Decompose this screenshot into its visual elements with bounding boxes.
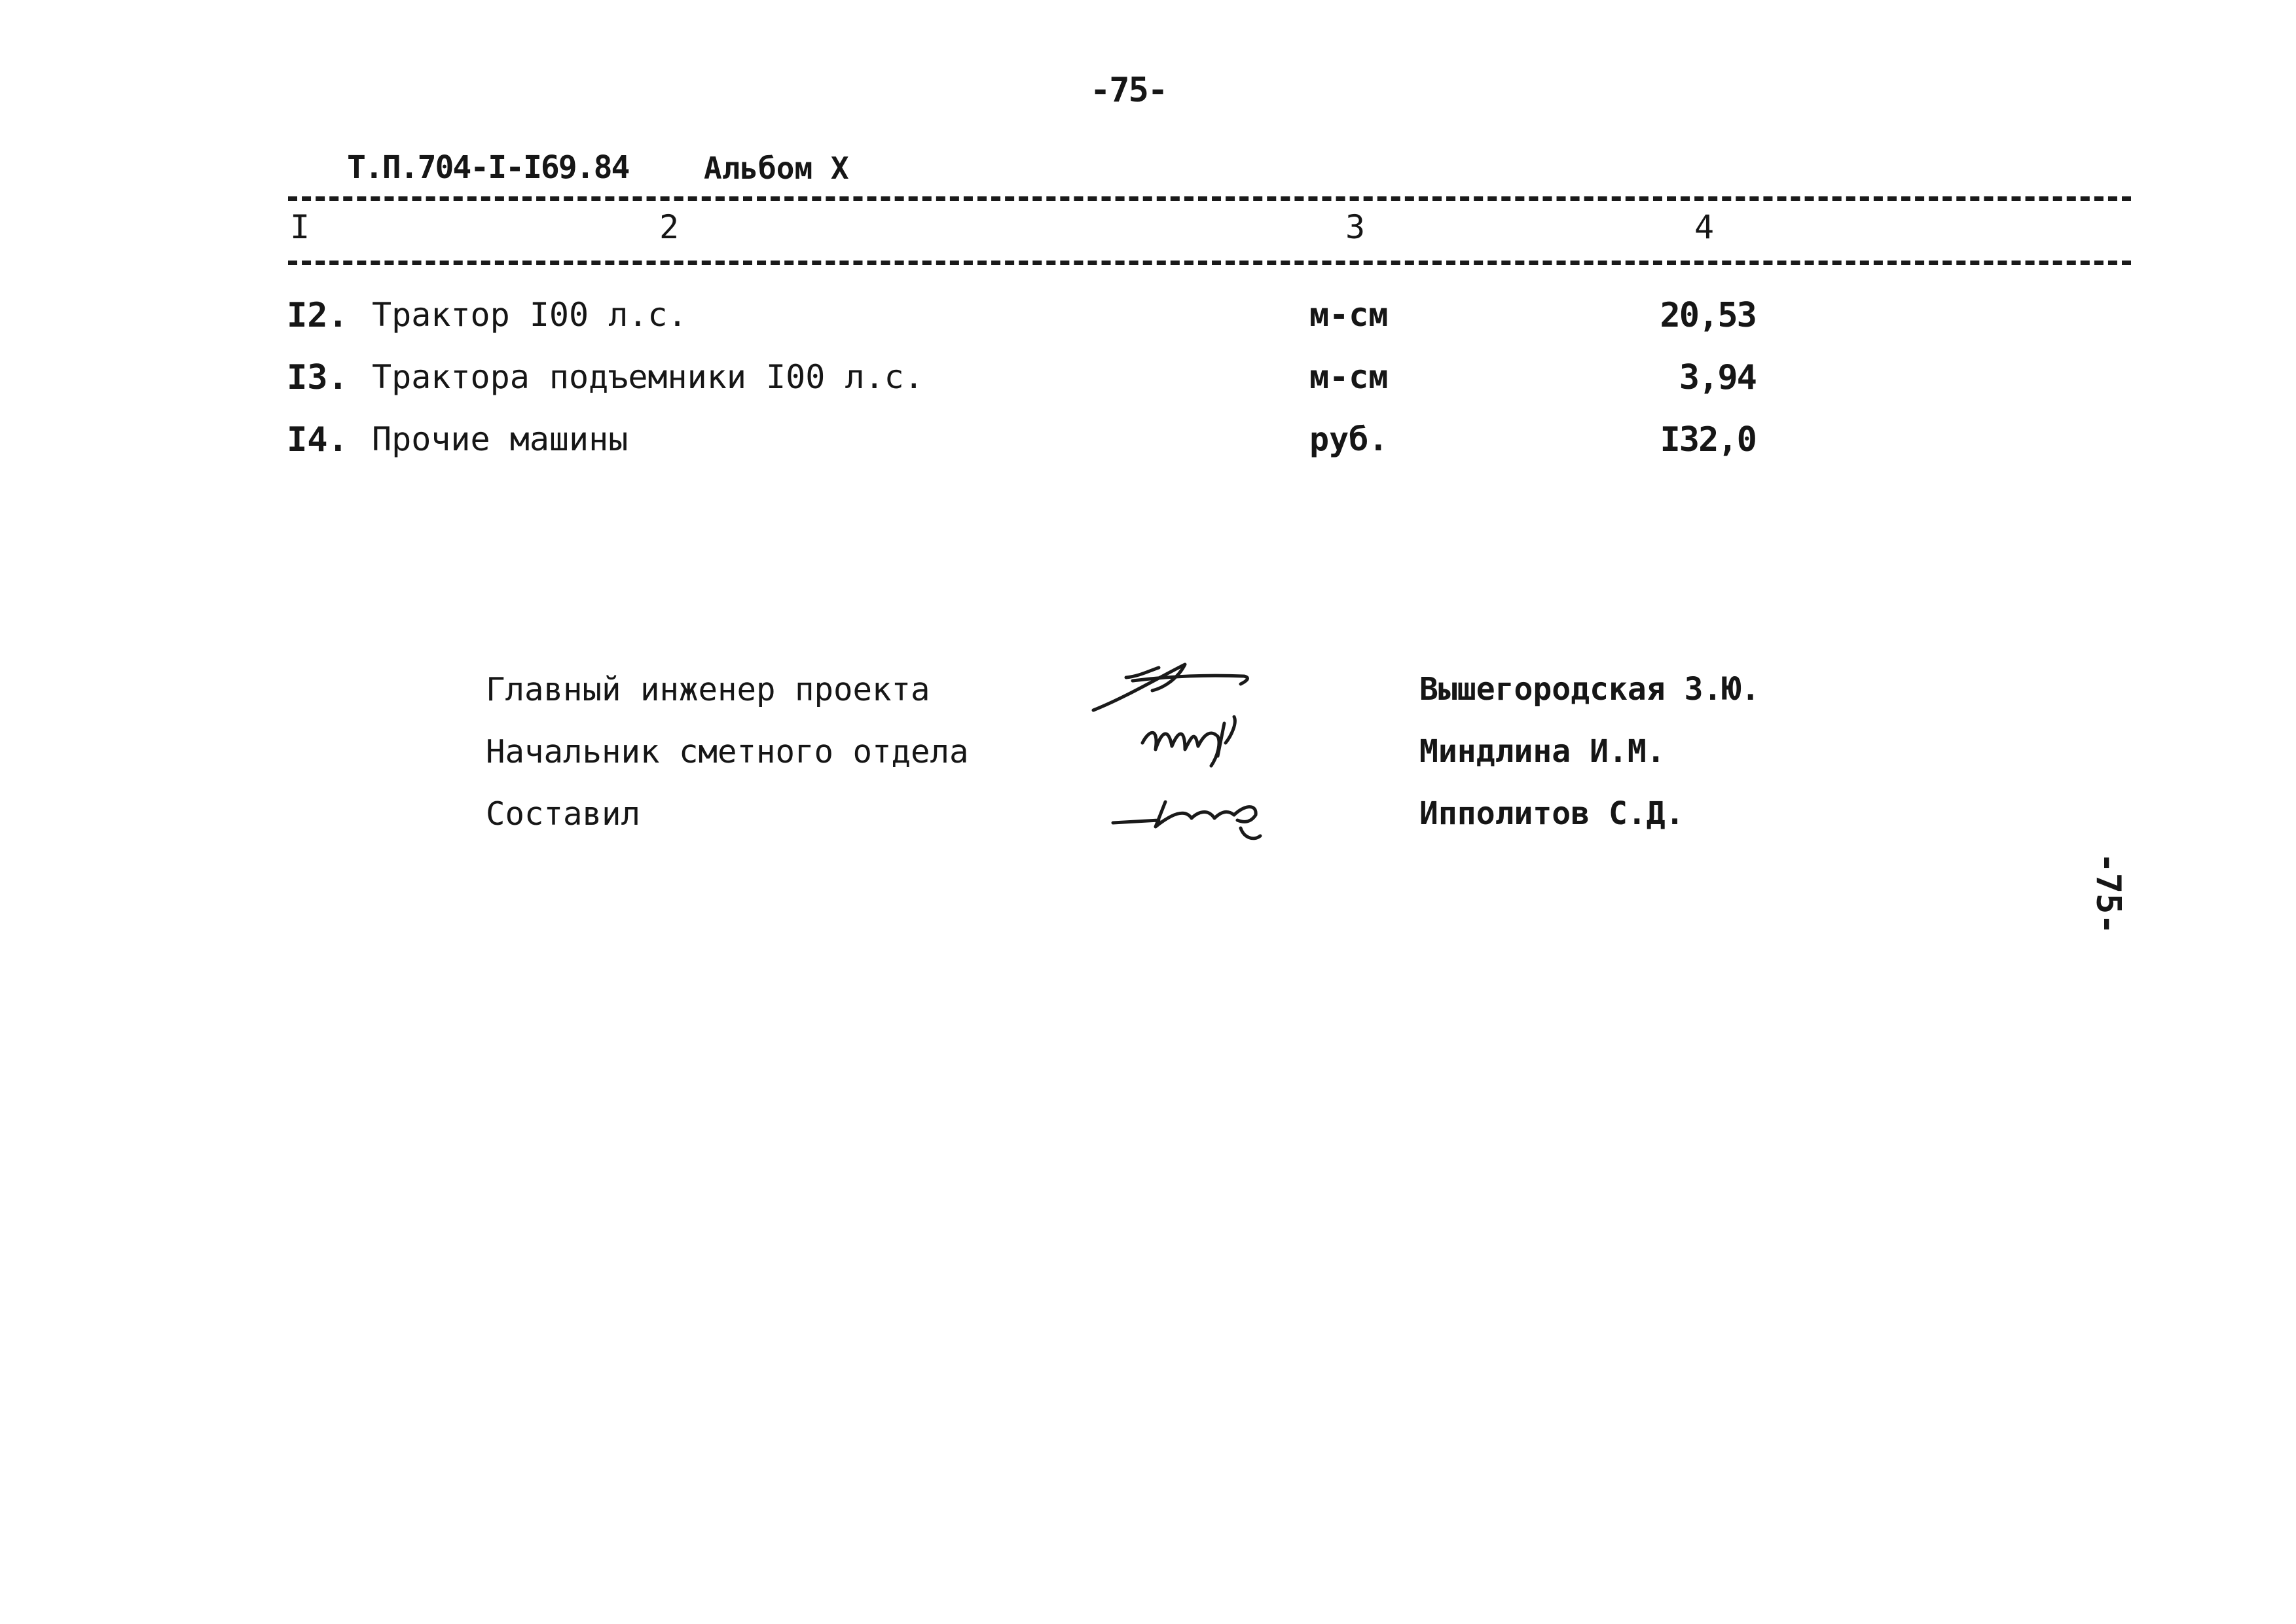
row-quantity: I32,0 (1660, 420, 1756, 460)
row-unit: м-см (1309, 296, 1389, 334)
side-page-mark (2072, 851, 2144, 936)
page-number: -75- (1090, 71, 1167, 110)
row-number: I2. (287, 296, 348, 335)
row-name: Трактор I00 л.с. (372, 296, 687, 334)
signatory-name: Ипполитов С.Д. (1419, 795, 1685, 832)
table-row (0, 358, 2296, 410)
side-page-mark-text: -75- (2088, 852, 2128, 935)
row-unit: м-см (1309, 358, 1389, 396)
row-name: Прочие машины (372, 420, 629, 458)
row-number: I3. (287, 358, 348, 397)
signature-stroke (1142, 717, 1235, 766)
column-header-3: 3 (1345, 208, 1366, 246)
signatory-name: Вышегородская З.Ю. (1419, 671, 1760, 708)
column-header-4: 4 (1694, 208, 1715, 246)
table-row (0, 296, 2296, 348)
row-number: I4. (287, 420, 348, 460)
table-top-rule (288, 196, 2131, 201)
album-label: Альбом X (704, 151, 849, 186)
signatory-role: Главный инженер проекта (486, 671, 930, 708)
signature-stroke (1113, 802, 1260, 839)
document-code: Т.П.704-I-I69.84 (347, 149, 629, 186)
handwritten-signatures (1087, 651, 1322, 848)
signature-stroke (1093, 664, 1247, 710)
row-quantity: 20,53 (1660, 296, 1756, 335)
column-header-2: 2 (659, 208, 680, 246)
signatory-role: Составил (486, 795, 641, 833)
row-name: Трактора подъемники I00 л.с. (372, 358, 924, 396)
column-header-1: I (290, 208, 310, 246)
row-quantity: 3,94 (1679, 358, 1756, 397)
row-unit: руб. (1309, 420, 1389, 458)
signatory-name: Миндлина И.М. (1419, 733, 1666, 770)
signatory-role: Начальник сметного отдела (486, 733, 969, 770)
table-bottom-rule (288, 261, 2131, 265)
table-row (0, 420, 2296, 473)
